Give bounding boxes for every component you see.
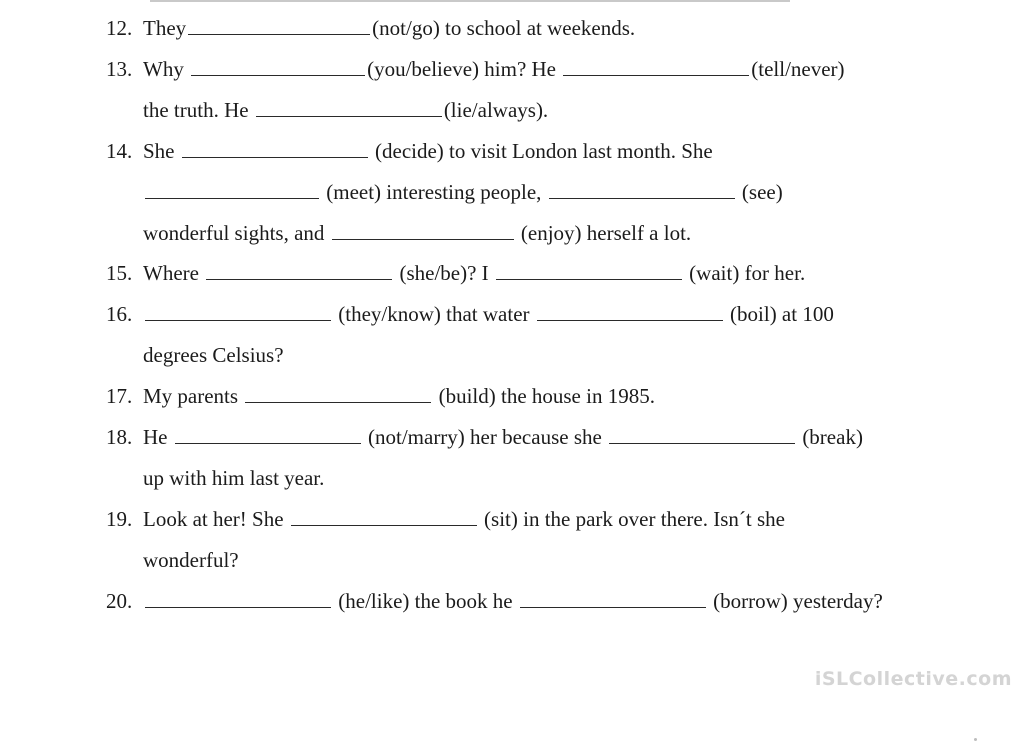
item-number: 19. — [106, 507, 133, 531]
answer-blank[interactable] — [145, 180, 319, 199]
prompt-text: (sit) in the park over there. Isn´t she — [484, 507, 785, 531]
prompt-text: wonderful? — [143, 548, 239, 572]
item-13-line-1 — [143, 56, 845, 82]
item-16-line-2 — [143, 342, 284, 368]
answer-blank[interactable] — [245, 384, 431, 403]
answer-blank[interactable] — [206, 261, 392, 280]
answer-blank[interactable] — [188, 16, 370, 35]
prompt-text: (she/be)? I — [399, 261, 489, 285]
prompt-text: the truth. He — [143, 98, 249, 122]
item-number: 12. — [106, 16, 133, 40]
prompt-text: (boil) at 100 — [730, 302, 834, 326]
item-number: 18. — [106, 425, 133, 449]
item-17-line-1 — [143, 383, 655, 409]
answer-blank[interactable] — [537, 302, 723, 321]
prompt-text: He — [143, 425, 168, 449]
item-number: 15. — [106, 261, 133, 285]
item-number: 13. — [106, 57, 133, 81]
scan-speck — [974, 738, 977, 741]
answer-blank[interactable] — [563, 57, 749, 76]
prompt-text: (they/know) that water — [338, 302, 530, 326]
answer-blank[interactable] — [520, 589, 706, 608]
prompt-text: (he/like) the book he — [338, 589, 513, 613]
item-19-line-2 — [143, 547, 239, 573]
prompt-text: (break) — [802, 425, 863, 449]
prompt-text: (see) — [741, 180, 783, 204]
prompt-text: (meet) interesting people, — [326, 180, 542, 204]
answer-blank[interactable] — [175, 425, 361, 444]
prompt-text: up with him last year. — [143, 466, 325, 490]
item-14-line-1 — [143, 138, 713, 164]
prompt-text: Look at her! She — [143, 507, 284, 531]
answer-blank[interactable] — [182, 139, 368, 158]
prompt-text: (tell/never) — [751, 57, 845, 81]
answer-blank[interactable] — [256, 98, 442, 117]
answer-blank[interactable] — [191, 57, 365, 76]
answer-blank[interactable] — [145, 302, 331, 321]
watermark-logo: iSLCollective.com — [814, 668, 1012, 690]
answer-blank[interactable] — [332, 221, 514, 240]
prompt-text: My parents — [143, 384, 239, 408]
answer-blank[interactable] — [291, 507, 477, 526]
item-12-line-1 — [143, 15, 635, 41]
item-13-line-2 — [143, 97, 548, 123]
item-18-line-2 — [143, 465, 324, 491]
prompt-text: (lie/always). — [443, 98, 549, 122]
item-number: 17. — [106, 384, 133, 408]
prompt-text: They — [143, 16, 187, 40]
prompt-text: wonderful sights, and — [143, 221, 325, 245]
item-number: 14. — [106, 139, 133, 163]
prompt-text: (you/believe) him? He — [367, 57, 557, 81]
item-number: 20. — [106, 589, 133, 613]
answer-blank[interactable] — [549, 180, 735, 199]
prompt-text: (decide) to visit London last month. She — [375, 139, 713, 163]
prompt-text: Where — [143, 261, 199, 285]
item-18-line-1 — [143, 424, 863, 450]
answer-blank[interactable] — [609, 425, 795, 444]
prompt-text: (borrow) yesterday? — [713, 589, 883, 613]
prompt-text: Why — [143, 57, 184, 81]
prompt-text: (enjoy) herself a lot. — [520, 221, 692, 245]
prompt-text: (build) the house in 1985. — [438, 384, 655, 408]
prompt-text: (not/go) to school at weekends. — [372, 16, 636, 40]
prompt-text: She — [143, 139, 175, 163]
item-15-line-1 — [143, 260, 805, 286]
item-19-line-1 — [143, 506, 785, 532]
prompt-text: (wait) for her. — [689, 261, 806, 285]
prompt-text: degrees Celsius? — [143, 343, 284, 367]
item-16-line-1 — [143, 301, 834, 327]
answer-blank[interactable] — [145, 589, 331, 608]
item-number: 16. — [106, 302, 133, 326]
item-20-line-1 — [143, 588, 883, 614]
prompt-text: (not/marry) her because she — [368, 425, 602, 449]
item-14-line-3 — [143, 220, 691, 246]
item-14-line-2 — [143, 179, 783, 205]
answer-blank[interactable] — [496, 261, 682, 280]
